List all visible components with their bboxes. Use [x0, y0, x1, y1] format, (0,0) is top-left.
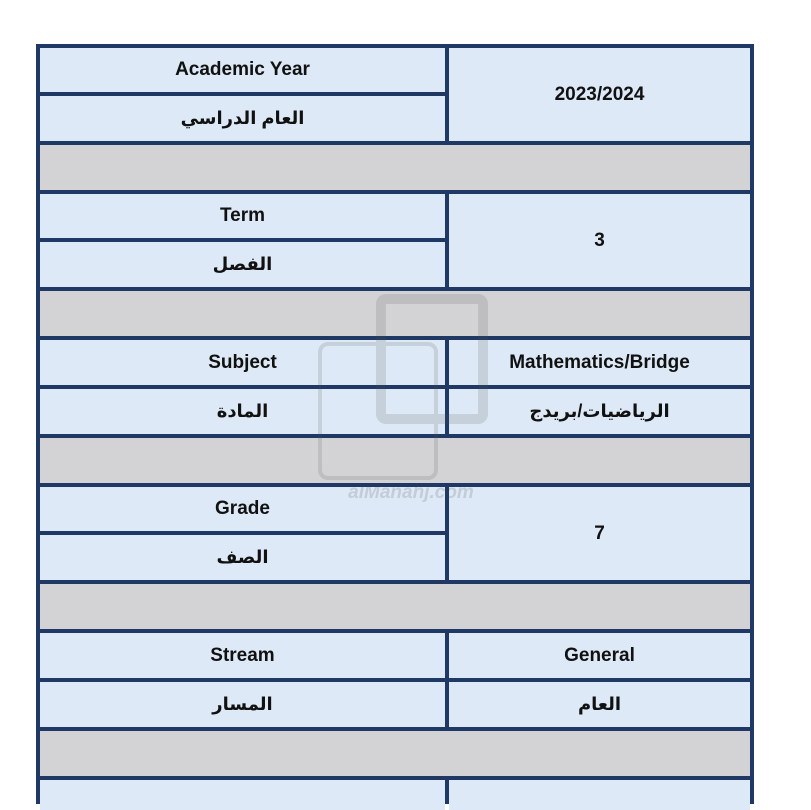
spacer-row: [40, 291, 750, 336]
subject-label: Subject: [40, 340, 445, 385]
term-label: Term: [40, 194, 445, 238]
stream-value-ar: العام: [449, 682, 750, 727]
term-label-ar: الفصل: [40, 242, 445, 287]
academic-year-label-ar: العام الدراسي: [40, 96, 445, 141]
spacer-row: [40, 731, 750, 776]
academic-year-value: 2023/2024: [449, 48, 750, 141]
spacer-row: [40, 584, 750, 629]
stream-label: Stream: [40, 633, 445, 678]
subject-value: Mathematics/Bridge: [449, 340, 750, 385]
stream-label-ar: المسار: [40, 682, 445, 727]
subject-label-ar: المادة: [40, 389, 445, 434]
info-table: [36, 44, 754, 804]
spacer-row: [40, 145, 750, 190]
grade-label-ar: الصف: [40, 535, 445, 580]
spacer-row: [40, 438, 750, 483]
stream-value: General: [449, 633, 750, 678]
grade-value: 7: [449, 487, 750, 580]
next-row-label: [40, 780, 445, 810]
term-value: 3: [449, 194, 750, 287]
subject-value-ar: الرياضيات/بريدج: [449, 389, 750, 434]
grade-label: Grade: [40, 487, 445, 531]
academic-year-label: Academic Year: [40, 48, 445, 92]
next-row-value: [449, 780, 750, 810]
